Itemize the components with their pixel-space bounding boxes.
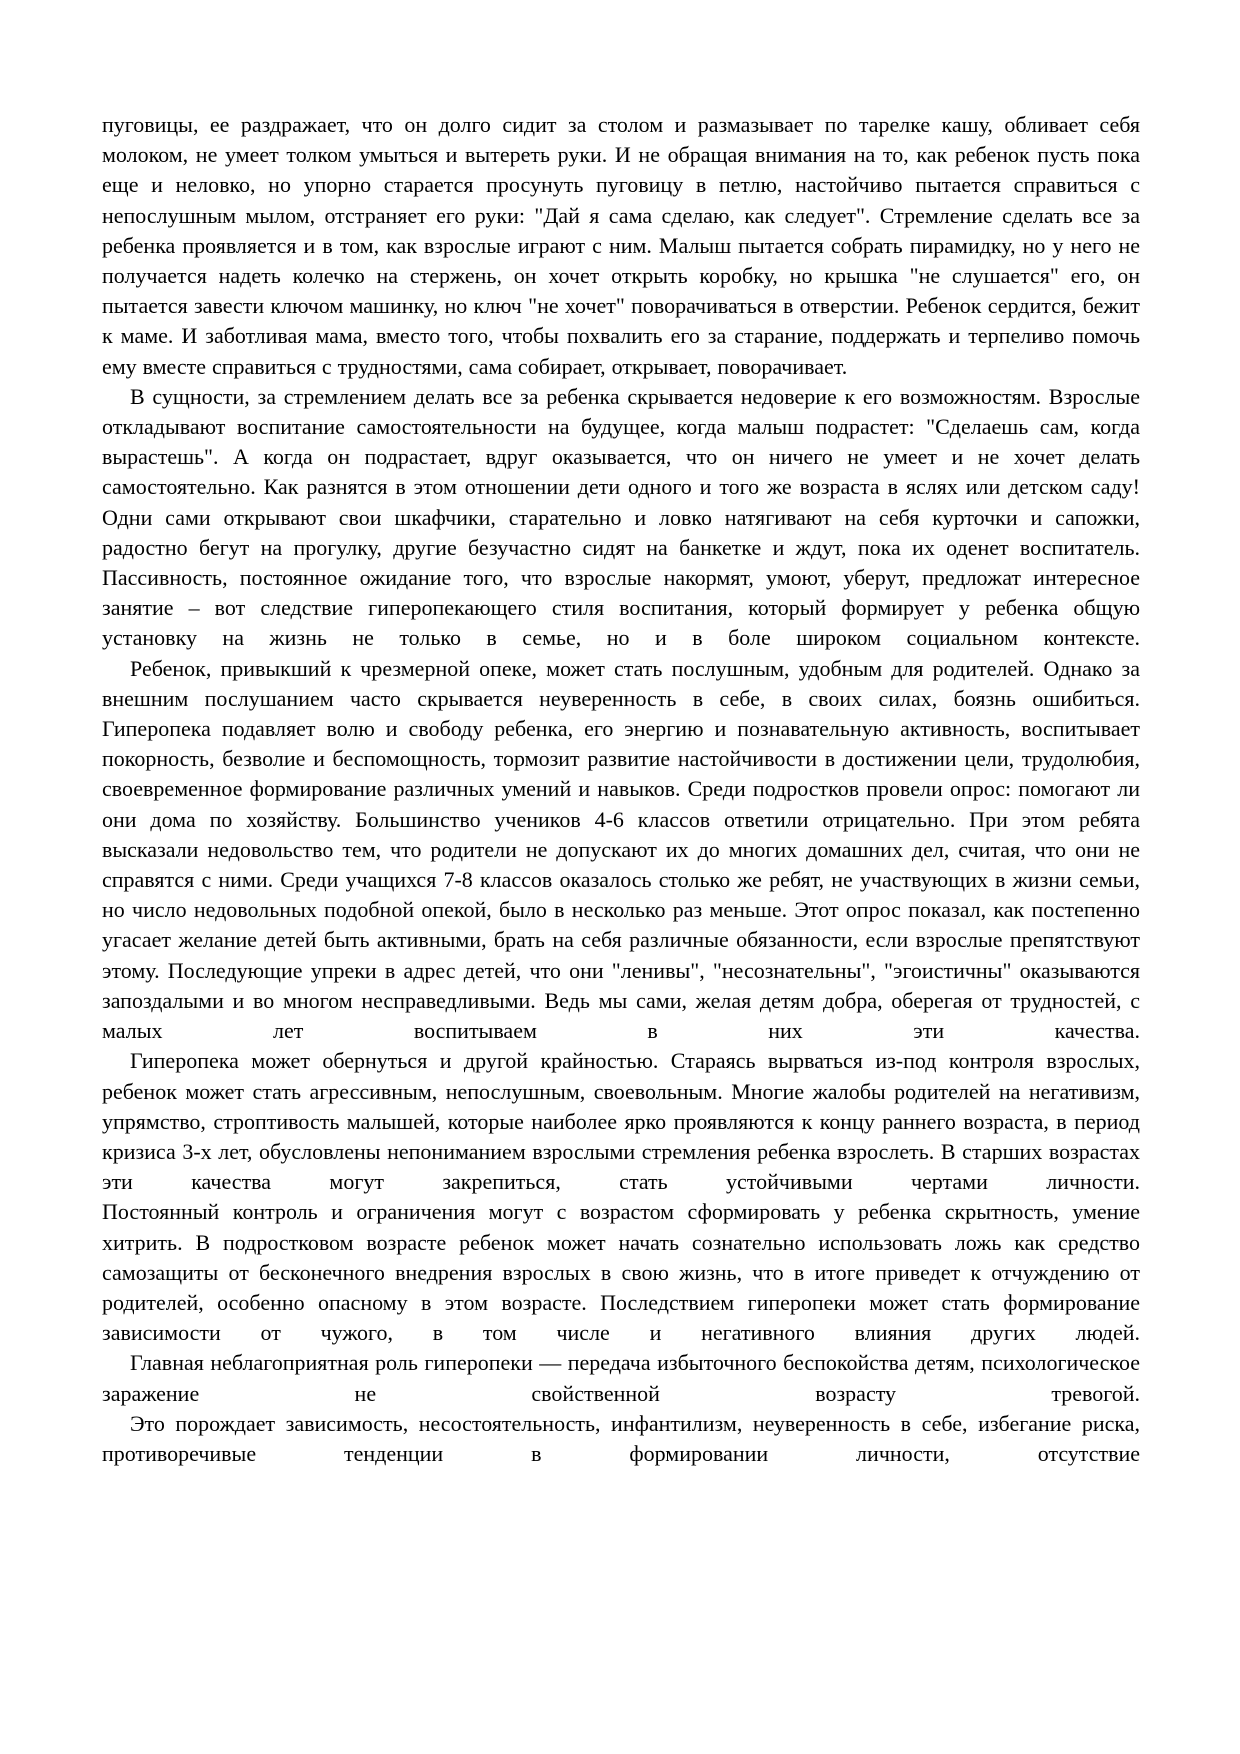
paragraph: Это порождает зависимость, несостоятельность, инфантилизм, неуверенность в себе, избегание риска, противоречивые тенденции в формировании личности, отсутствие (102, 1410, 1140, 1466)
paragraph: Гиперопека может обернуться и другой крайностью. Стараясь вырваться из-под контроля взрослых, ребенок может стать агрессивным, непослушным, своевольным. Многие жалобы родителей на негативизм, упрямство, строптивость малышей, которые наиболее ярко проявляются к концу раннего возраста, в период кризиса 3-х лет, обусловлены непониманием взрослыми стремления ребенка взрослеть. В старших возрастах эти качества могут закрепиться, стать устойчивыми чертами личности. (102, 1048, 1140, 1195)
paragraph: В сущности, за стремлением делать все за ребенка скрывается недоверие к его возможностям. Взрослые откладывают воспитание самостоятельности на будущее, когда малыш подрастет: "Сделаешь сам, когда вырастешь". А когда он подрастает, вдруг оказывается, что он ничего не умеет и не хочет делать самостоятельно. Как разнятся в этом отношении дети одного и того же возраста в яслях или детском саду! Одни сами открывают свои шкафчики, старательно и ловко натягивают на себя курточки и сапожки, радостно бегут на прогулку, другие безучастно сидят на банкетке и ждут, пока их оденет воспитатель. Пассивность, постоянное ожидание того, что взрослые накормят, умоют, уберут, предложат интересное занятие – вот следствие гиперопекающего стиля воспитания, который формирует у ребенка общую установку на жизнь не только в семье, но и в боле широком социальном контексте. (102, 383, 1140, 651)
paragraph: Постоянный контроль и ограничения могут с возрастом сформировать у ребенка скрытность, умение хитрить. В подростковом возрасте ребенок может начать сознательно использовать ложь как средство самозащиты от бесконечного внедрения взрослых в свою жизнь, что в итоге приведет к отчуждению от родителей, особенно опасному в этом возрасте. Последствием гиперопеки может стать формирование зависимости от чужого, в том числе и негативного влияния других людей. (102, 1199, 1140, 1346)
paragraph: пуговицы, ее раздражает, что он долго сидит за столом и размазывает по тарелке кашу, обливает себя молоком, не умеет толком умыться и вытереть руки. И не обращая внимания на то, как ребенок пусть пока еще и неловко, но упорно старается просунуть пуговицу в петлю, настойчиво пытается справиться с непослушным мылом, отстраняет его руки: "Дай я сама сделаю, как следует". Стремление сделать все за ребенка проявляется и в том, как взрослые играют с ним. Малыш пытается собрать пирамидку, но у него не получается надеть колечко на стержень, он хочет открыть коробку, но крышка "не слушается" его, он пытается завести ключом машинку, но ключ "не хочет" поворачиваться в отверстии. Ребенок сердится, бежит к маме. И заботливая мама, вместо того, чтобы похвалить его за старание, поддержать и терпеливо помочь ему вместе справиться с трудностями, сама собирает, открывает, поворачивает. (102, 112, 1140, 379)
paragraph: Ребенок, привыкший к чрезмерной опеке, может стать послушным, удобным для родителей. Однако за внешним послушанием часто скрывается неуверенность в себе, в своих силах, боязнь ошибиться. Гиперопека подавляет волю и свободу ребенка, его энергию и познавательную активность, воспитывает покорность, безволие и беспомощность, тормозит развитие настойчивости в достижении цели, трудолюбия, своевременное формирование различных умений и навыков. Среди подростков провели опрос: помогают ли они дома по хозяйству. Большинство учеников 4-6 классов ответили отрицательно. При этом ребята высказали недовольство тем, что родители не допускают их до многих домашних дел, считая, что они не справятся с ними. Среди учащихся 7-8 классов оказалось столько же ребят, не участвующих в жизни семьи, но число недовольных подобной опекой, было в несколько раз меньше. Этот опрос показал, как постепенно угасает желание детей быть активными, брать на себя различные обязанности, если взрослые препятствуют этому. Последующие упреки в адрес детей, что они "ленивы", "несознательны", "эгоистичны" оказываются запоздалыми и во многом несправедливыми. Ведь мы сами, желая детям добра, оберегая от трудностей, с малых лет воспитываем в них эти качества. (102, 655, 1140, 1044)
document-body (102, 110, 1140, 1469)
paragraph: Главная неблагоприятная роль гиперопеки — передача избыточного беспокойства детям, психологическое заражение не свойственной возрасту тревогой. (102, 1350, 1140, 1406)
